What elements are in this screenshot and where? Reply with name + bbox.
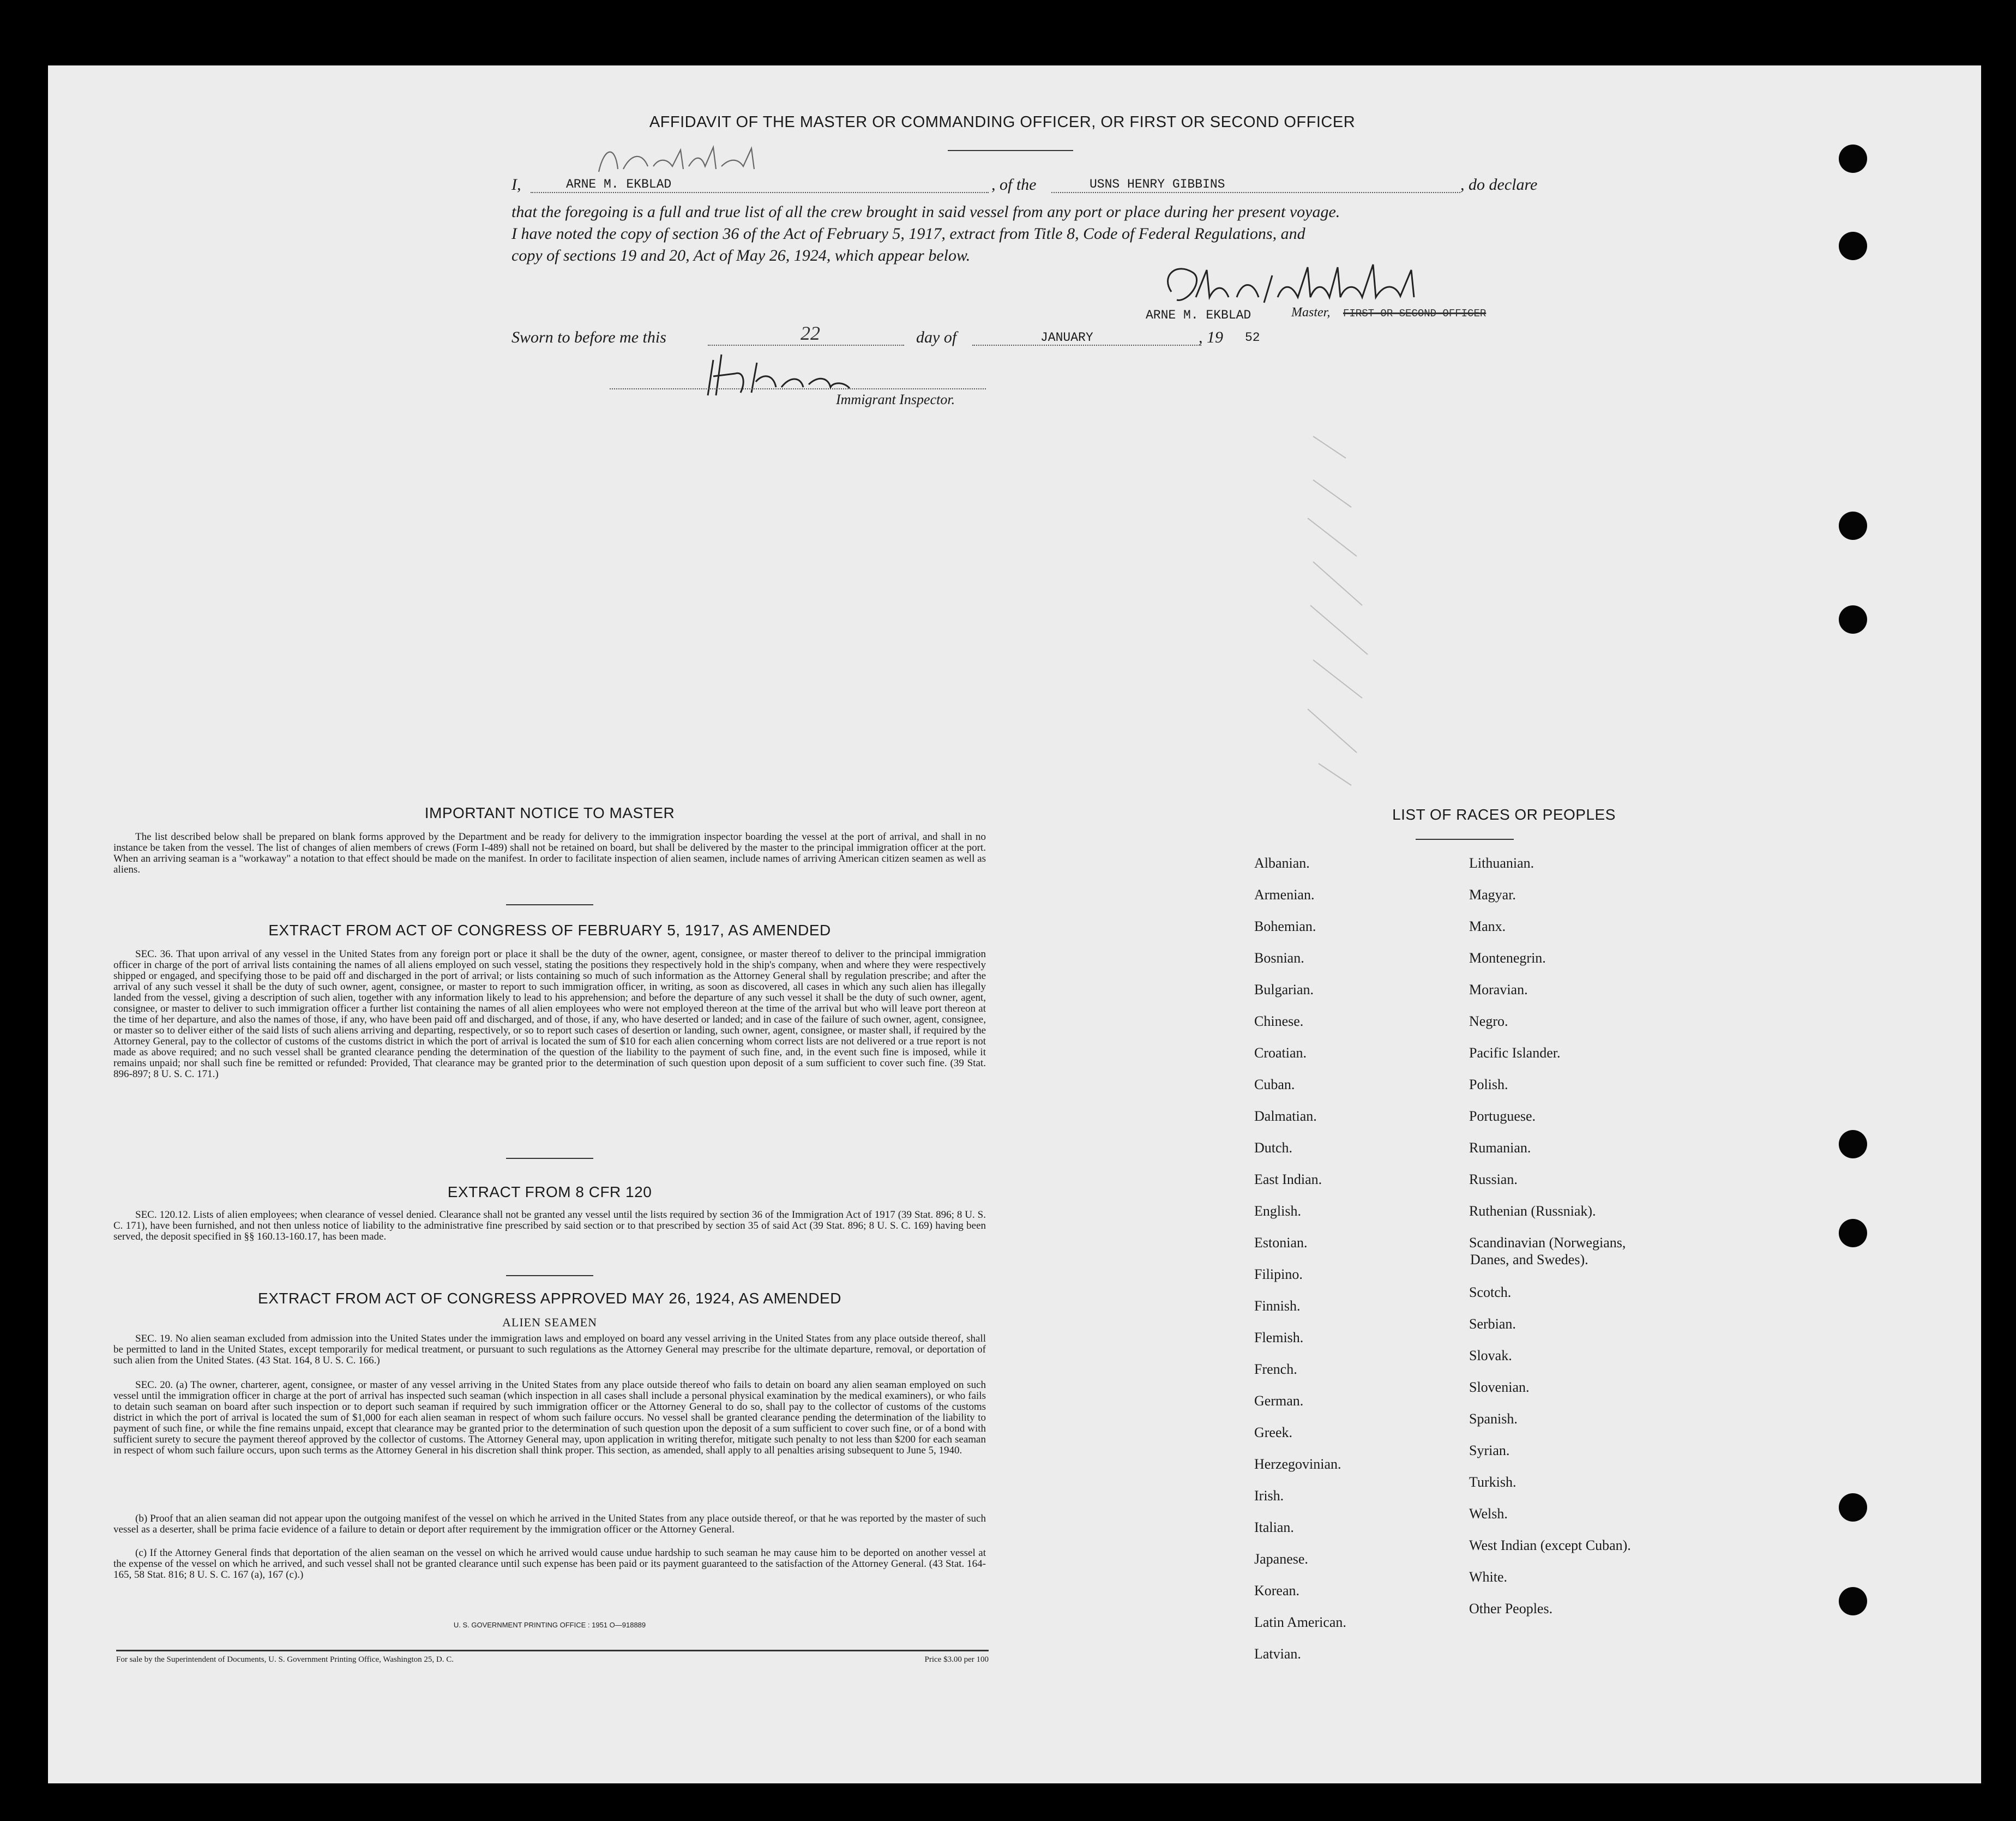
extract-cfr-divider bbox=[506, 1275, 593, 1276]
sale-notice: For sale by the Superintendent of Documents, U. S. Government Printing Office, Washington 25, D. C. bbox=[116, 1655, 454, 1664]
race-item: Chinese. bbox=[1254, 1013, 1304, 1029]
race-item: Polish. bbox=[1469, 1077, 1508, 1092]
signer-typed: ARNE M. EKBLAD bbox=[1146, 308, 1251, 322]
race-item: Finnish. bbox=[1254, 1298, 1301, 1314]
race-item: Portuguese. bbox=[1469, 1108, 1536, 1124]
race-item: Greek. bbox=[1254, 1425, 1293, 1440]
do-declare-label: , do declare bbox=[1460, 176, 1538, 194]
affidavit-pronoun: I, bbox=[511, 176, 521, 194]
race-item: Pacific Islander. bbox=[1469, 1045, 1561, 1061]
race-item: Negro. bbox=[1469, 1013, 1508, 1029]
race-item: Syrian. bbox=[1469, 1443, 1510, 1458]
extract-1924-title: EXTRACT FROM ACT OF CONGRESS APPROVED MAY 26, 1924, AS AMENDED bbox=[258, 1290, 841, 1307]
section-20c-text: (c) If the Attorney General finds that deportation of the alien seaman on the vessel on which he arrived would cause undue hardship to such seaman he may cause him to be deported on another vessel at the expense of the vessel on which he arrived, and such vessel shall not be granted clearance until such expense has been paid or its payment guaranteed to the satisfaction of the Attorney General. (43 Stat. 164-165, 58 Stat. 816; 8 U. S. C. 167 (a), 167 (c).) bbox=[113, 1547, 986, 1580]
extract-1917-title: EXTRACT FROM ACT OF CONGRESS OF FEBRUARY 5, 1917, AS AMENDED bbox=[268, 922, 831, 939]
race-item: Welsh. bbox=[1469, 1506, 1508, 1522]
alien-seamen-subtitle: ALIEN SEAMEN bbox=[502, 1315, 597, 1329]
day-of-label: day of bbox=[916, 328, 957, 346]
race-item: Slovenian. bbox=[1469, 1379, 1530, 1395]
notice-divider bbox=[506, 904, 593, 905]
binder-hole bbox=[1839, 1493, 1867, 1522]
race-item: West Indian (except Cuban). bbox=[1469, 1537, 1631, 1553]
race-item: Turkish. bbox=[1469, 1474, 1516, 1490]
race-item: Spanish. bbox=[1469, 1411, 1518, 1427]
race-item: French. bbox=[1254, 1361, 1297, 1377]
declaration-line-4: copy of sections 19 and 20, Act of May 26, 1924, which appear below. bbox=[511, 247, 971, 265]
section-20a-text: SEC. 20. (a) The owner, charterer, agent, consignee, or master of any vessel arriving in the United States from any place outside thereof who fails to detain on board any alien seaman employed on such vessel until the immigration officer in charge at the port of arrival has inspected such seaman (which inspection in all cases shall include a personal physical examination by the medical examiners), or who fails to detain such seaman on board after such inspection or to deport such seaman if required by such immigration officer or the Attorney General to do so, shall pay to the collector of customs of the customs district in which the port of arrival is located the sum of $1,000 for each alien seaman in respect of whom such failure occurs. No vessel shall be granted clearance pending the determination of the liability to payment of such fine, or while the fine remains unpaid, except that clearance may be granted prior to the determination of such question upon the deposit of a sum sufficient to cover such fine, or of a bond with sufficient surety to secure the payment thereof approved by the collector of customs. The Attorney General may, upon application in writing therefor, mitigate such penalty to not less than $200 for each seaman in respect of whom such failure occurs, upon such terms as the Attorney General in his discretion shall think proper. This section, as amended, shall apply to all penalties arising subsequent to June 5, 1940. bbox=[113, 1379, 986, 1456]
inspector-label: Immigrant Inspector. bbox=[836, 392, 955, 407]
race-item: Rumanian. bbox=[1469, 1140, 1531, 1156]
race-item: Ruthenian (Russniak). bbox=[1469, 1203, 1596, 1219]
binder-hole bbox=[1839, 1219, 1867, 1247]
inspector-dotline bbox=[610, 388, 986, 389]
race-item: Danes, and Swedes). bbox=[1470, 1252, 1588, 1267]
vessel-dotline bbox=[1051, 192, 1460, 193]
race-item: Filipino. bbox=[1254, 1266, 1303, 1282]
race-item: Montenegrin. bbox=[1469, 950, 1546, 966]
race-item: Cuban. bbox=[1254, 1077, 1295, 1092]
footer-rule bbox=[116, 1650, 989, 1651]
race-item: Irish. bbox=[1254, 1488, 1284, 1504]
race-item: Scotch. bbox=[1469, 1284, 1512, 1300]
race-item: Armenian. bbox=[1254, 887, 1315, 903]
extract-1917-body: SEC. 36. That upon arrival of any vessel in the United States from any foreign port or place it shall be the duty of the owner, agent, consignee, or master thereof to deliver to the principal immigration officer in charge of the port of arrival lists containing the names of all aliens employed on such vessel, stating the positions they respectively hold in the ship's company, when and where they were respectively shipped or engaged, and specifying those to be paid off and discharged in the port of arrival; or lists containing so much of such information as the Attorney General shall by regulation prescribe; and after the arrival of any such vessel it shall be the duty of such owner, agent, consignee, or master to report to such immigration officer, in writing, as soon as discovered, all cases in which any such alien has illegally landed from the vessel, giving a description of such alien, together with any information likely to lead to his apprehension; and before the departure of any such vessel it shall be the duty of such owner, agent, consignee, or master to deliver to such immigration officer a further list containing the names of all alien employees who were not employed thereon at the time of the arrival but who will leave port thereon at the time of her departure, and also the names of those, if any, who have been paid off and discharged, and of those, if any, who have deserted or landed; and in case of the failure of such owner, agent, consignee, or master so to deliver either of the said lists of such aliens arriving and departing, respectively, or so to report such cases of desertion or landing, such owner, agent, consignee, or master shall, if required by the Attorney General, pay to the collector of customs of the customs district in which the port of arrival is located the sum of $10 for each alien concerning whom correct lists are not delivered or a true report is not made as above required; and no such vessel shall be granted clearance pending the determination of the question of the liability to the payment of such fine, and, in the event such fine is imposed, while it remains unpaid; nor shall such fine be remitted or refunded: Provided, That clearance may be granted prior to the determination of such question upon deposit of a sum sufficient to cover such fine. (39 Stat. 896-897; 8 U. S. C. 171.) bbox=[113, 948, 986, 1080]
price-notice: Price $3.00 per 100 bbox=[924, 1655, 989, 1664]
month-dotline bbox=[972, 345, 1201, 346]
show-through-marks bbox=[1302, 425, 1466, 807]
year-value: 52 bbox=[1245, 330, 1260, 345]
affidavit-title: AFFIDAVIT OF THE MASTER OR COMMANDING OFFICER, OR FIRST OR SECOND OFFICER bbox=[649, 113, 1356, 131]
master-name-typed: ARNE M. EKBLAD bbox=[566, 177, 672, 191]
extract-1917-divider bbox=[506, 1158, 593, 1159]
master-signature-small bbox=[593, 142, 822, 180]
race-item: Dutch. bbox=[1254, 1140, 1293, 1156]
name-dotline bbox=[531, 192, 989, 193]
form-page bbox=[48, 65, 1981, 1783]
title-divider bbox=[948, 150, 1073, 151]
race-item: Croatian. bbox=[1254, 1045, 1307, 1061]
race-item: Lithuanian. bbox=[1469, 855, 1534, 871]
notice-body: The list described below shall be prepared on blank forms approved by the Department and be ready for delivery to the immigration inspector boarding the vessel at the port of arrival, and shall in no instance be taken from the vessel. The list of changes of alien members of crews (Form I-489) shall not be retained on board, but shall be delivered by the master to the principal immigration officer at the port. When an arriving seaman is a "workaway" a notation to that effect should be made on the manifest. In order to facilitate inspection of alien seamen, include names of arriving American citizen seamen as well as aliens. bbox=[113, 831, 986, 875]
declaration-line-3: I have noted the copy of section 36 of the Act of February 5, 1917, extract from Title 8, Code of Federal Regulations, and bbox=[511, 225, 1305, 243]
race-item: German. bbox=[1254, 1393, 1304, 1409]
race-item: Italian. bbox=[1254, 1519, 1294, 1535]
sworn-label: Sworn to before me this bbox=[511, 328, 666, 346]
race-item: Albanian. bbox=[1254, 855, 1310, 871]
binder-hole bbox=[1839, 1587, 1867, 1615]
race-item: Scandinavian (Norwegians, bbox=[1469, 1235, 1626, 1251]
struck-officer-title: FIRST OR SECOND OFFICER bbox=[1343, 308, 1487, 320]
notice-title: IMPORTANT NOTICE TO MASTER bbox=[424, 804, 675, 821]
vessel-name: USNS HENRY GIBBINS bbox=[1090, 177, 1225, 191]
race-item: Latin American. bbox=[1254, 1614, 1346, 1630]
race-item: Estonian. bbox=[1254, 1235, 1308, 1251]
race-item: White. bbox=[1469, 1569, 1508, 1585]
race-item: Bulgarian. bbox=[1254, 982, 1314, 997]
section-19-text: SEC. 19. No alien seaman excluded from admission into the United States under the immigration laws and employed on board any vessel arriving in the United States from any place outside thereof, shall be permitted to land in the United States, except temporarily for medical treatment, or pursuant to such regulations as the Attorney General may prescribe for the ultimate departure, removal, or deportation of such alien from the United States. (43 Stat. 164, 8 U. S. C. 166.) bbox=[113, 1333, 986, 1366]
race-item: Korean. bbox=[1254, 1583, 1300, 1598]
race-item: East Indian. bbox=[1254, 1171, 1322, 1187]
year-prefix: , 19 bbox=[1199, 328, 1223, 346]
race-item: Latvian. bbox=[1254, 1646, 1301, 1662]
master-label: Master, bbox=[1291, 305, 1331, 320]
races-divider bbox=[1416, 839, 1514, 840]
race-item: Serbian. bbox=[1469, 1316, 1516, 1332]
binder-hole bbox=[1839, 232, 1867, 260]
binder-hole bbox=[1839, 145, 1867, 173]
races-title: LIST OF RACES OR PEOPLES bbox=[1392, 806, 1616, 823]
binder-hole bbox=[1839, 605, 1867, 634]
binder-hole bbox=[1839, 512, 1867, 540]
section-20b-text: (b) Proof that an alien seaman did not appear upon the outgoing manifest of the vessel on which he arrived in the United States from any place outside thereof, or that he was reported by the master of such vessel as a deserter, shall be prima facie evidence of a failure to detain or deport after requirement by the immigration officer or the Attorney General. bbox=[113, 1513, 986, 1535]
race-item: Bohemian. bbox=[1254, 918, 1316, 934]
race-item: Herzegovinian. bbox=[1254, 1456, 1341, 1472]
race-item: Flemish. bbox=[1254, 1330, 1304, 1345]
declaration-line-2: that the foregoing is a full and true list of all the crew brought in said vessel from any port or place during her present voyage. bbox=[511, 203, 1340, 221]
race-item: Manx. bbox=[1469, 918, 1506, 934]
race-item: Magyar. bbox=[1469, 887, 1516, 903]
binder-hole bbox=[1839, 1130, 1867, 1158]
race-item: Russian. bbox=[1469, 1171, 1518, 1187]
of-the-label: , of the bbox=[991, 176, 1037, 194]
race-item: Slovak. bbox=[1469, 1348, 1512, 1363]
race-item: Japanese. bbox=[1254, 1551, 1308, 1567]
extract-cfr-title: EXTRACT FROM 8 CFR 120 bbox=[447, 1183, 652, 1200]
day-value: 22 bbox=[801, 322, 820, 344]
race-item: Dalmatian. bbox=[1254, 1108, 1317, 1124]
printing-office-imprint: U. S. GOVERNMENT PRINTING OFFICE : 1951 O—918889 bbox=[453, 1621, 646, 1629]
race-item: Bosnian. bbox=[1254, 950, 1304, 966]
race-item: Moravian. bbox=[1469, 982, 1528, 997]
extract-cfr-body: SEC. 120.12. Lists of alien employees; when clearance of vessel denied. Clearance shall not be granted any vessel until the lists required by section 36 of the Immigration Act of 1917 (39 Stat. 896; 8 U. S. C. 171), have been furnished, and not then unless notice of liability to the administrative fine prescribed by said section or to that prescribed by section 35 of said Act (39 Stat. 896; 8 U. S. C. 169) having been served, the deposit specified in §§ 160.13-160.17, has been made. bbox=[113, 1209, 986, 1242]
month-value: JANUARY bbox=[1040, 330, 1093, 345]
race-item: English. bbox=[1254, 1203, 1301, 1219]
race-item: Other Peoples. bbox=[1469, 1601, 1553, 1616]
